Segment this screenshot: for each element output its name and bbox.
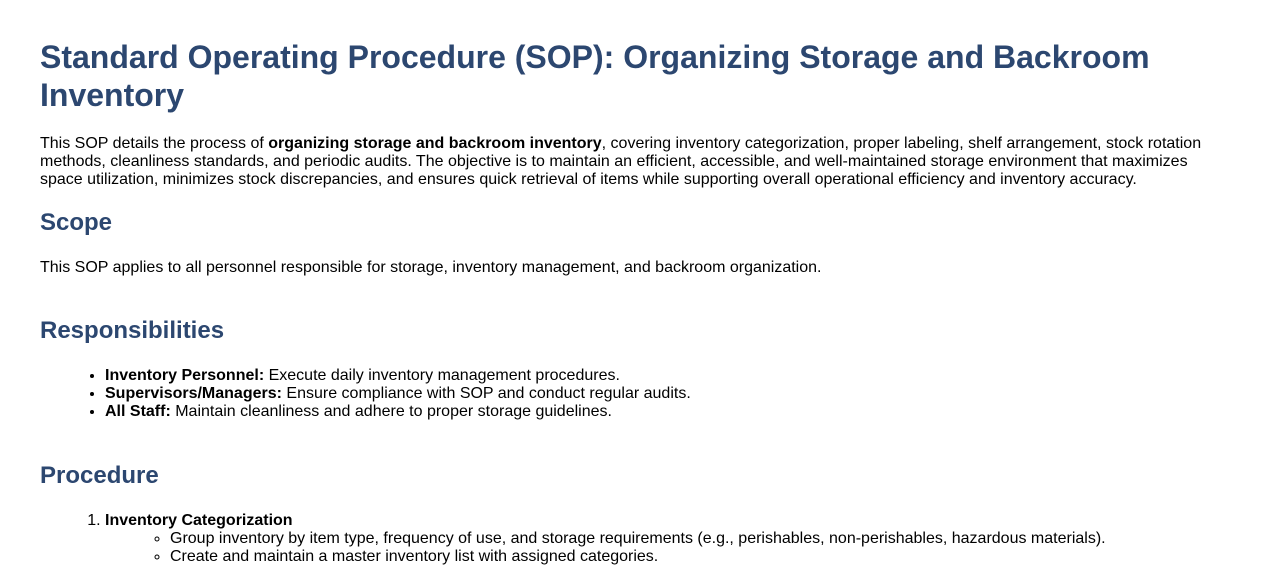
intro-text-start: This SOP details the process of [40, 135, 269, 152]
procedure-heading: Procedure [40, 462, 159, 489]
procedure-list [40, 512, 1223, 566]
role-label: All Staff: [105, 403, 171, 420]
list-item: ◦ Group inventory by item type, frequency of use, and storage requirements (e.g., perishables, non-perishables, hazardous materials). [170, 530, 1223, 548]
list-item [105, 367, 1223, 385]
responsibilities-heading: Responsibilities [40, 317, 225, 344]
intro-text-end: , covering inventory categorization, proper labeling, shelf arrangement, stock rotation methods, cleanliness standards, and periodic audits. The objective is to maintain an efficient, accessible, and well-maintained storage environment that maximizes space utilization, minimizes stock discrepancies, and ensures quick retrieval of items while supporting overall operational efficiency and inventory accuracy. [40, 135, 1202, 188]
list-item: ◦ Create and maintain a master inventory list with assigned categories. [170, 548, 1223, 566]
role-description: Execute daily inventory management procedures. [264, 367, 620, 384]
intro-paragraph [40, 135, 1223, 189]
role-label: Inventory Personnel: [105, 367, 265, 384]
role-label: Supervisors/Managers: [105, 385, 282, 402]
procedure-step [105, 512, 1223, 566]
procedure-substeps [105, 530, 1223, 566]
procedure-step-title: Inventory Categorization [105, 512, 293, 529]
role-description: Maintain cleanliness and adhere to proper storage guidelines. [170, 403, 612, 420]
scope-text: This SOP applies to all personnel responsible for storage, inventory management, and backroom organization. [40, 259, 822, 276]
list-item [105, 403, 1223, 421]
intro-bold-text: organizing storage and backroom inventory [268, 135, 602, 152]
scope-heading: Scope [40, 209, 113, 236]
list-item [105, 385, 1223, 403]
role-description: Ensure compliance with SOP and conduct regular audits. [281, 385, 691, 402]
document-title: Standard Operating Procedure (SOP): Organizing Storage and Backroom Inventory [40, 39, 1150, 113]
responsibilities-list [40, 367, 1223, 421]
